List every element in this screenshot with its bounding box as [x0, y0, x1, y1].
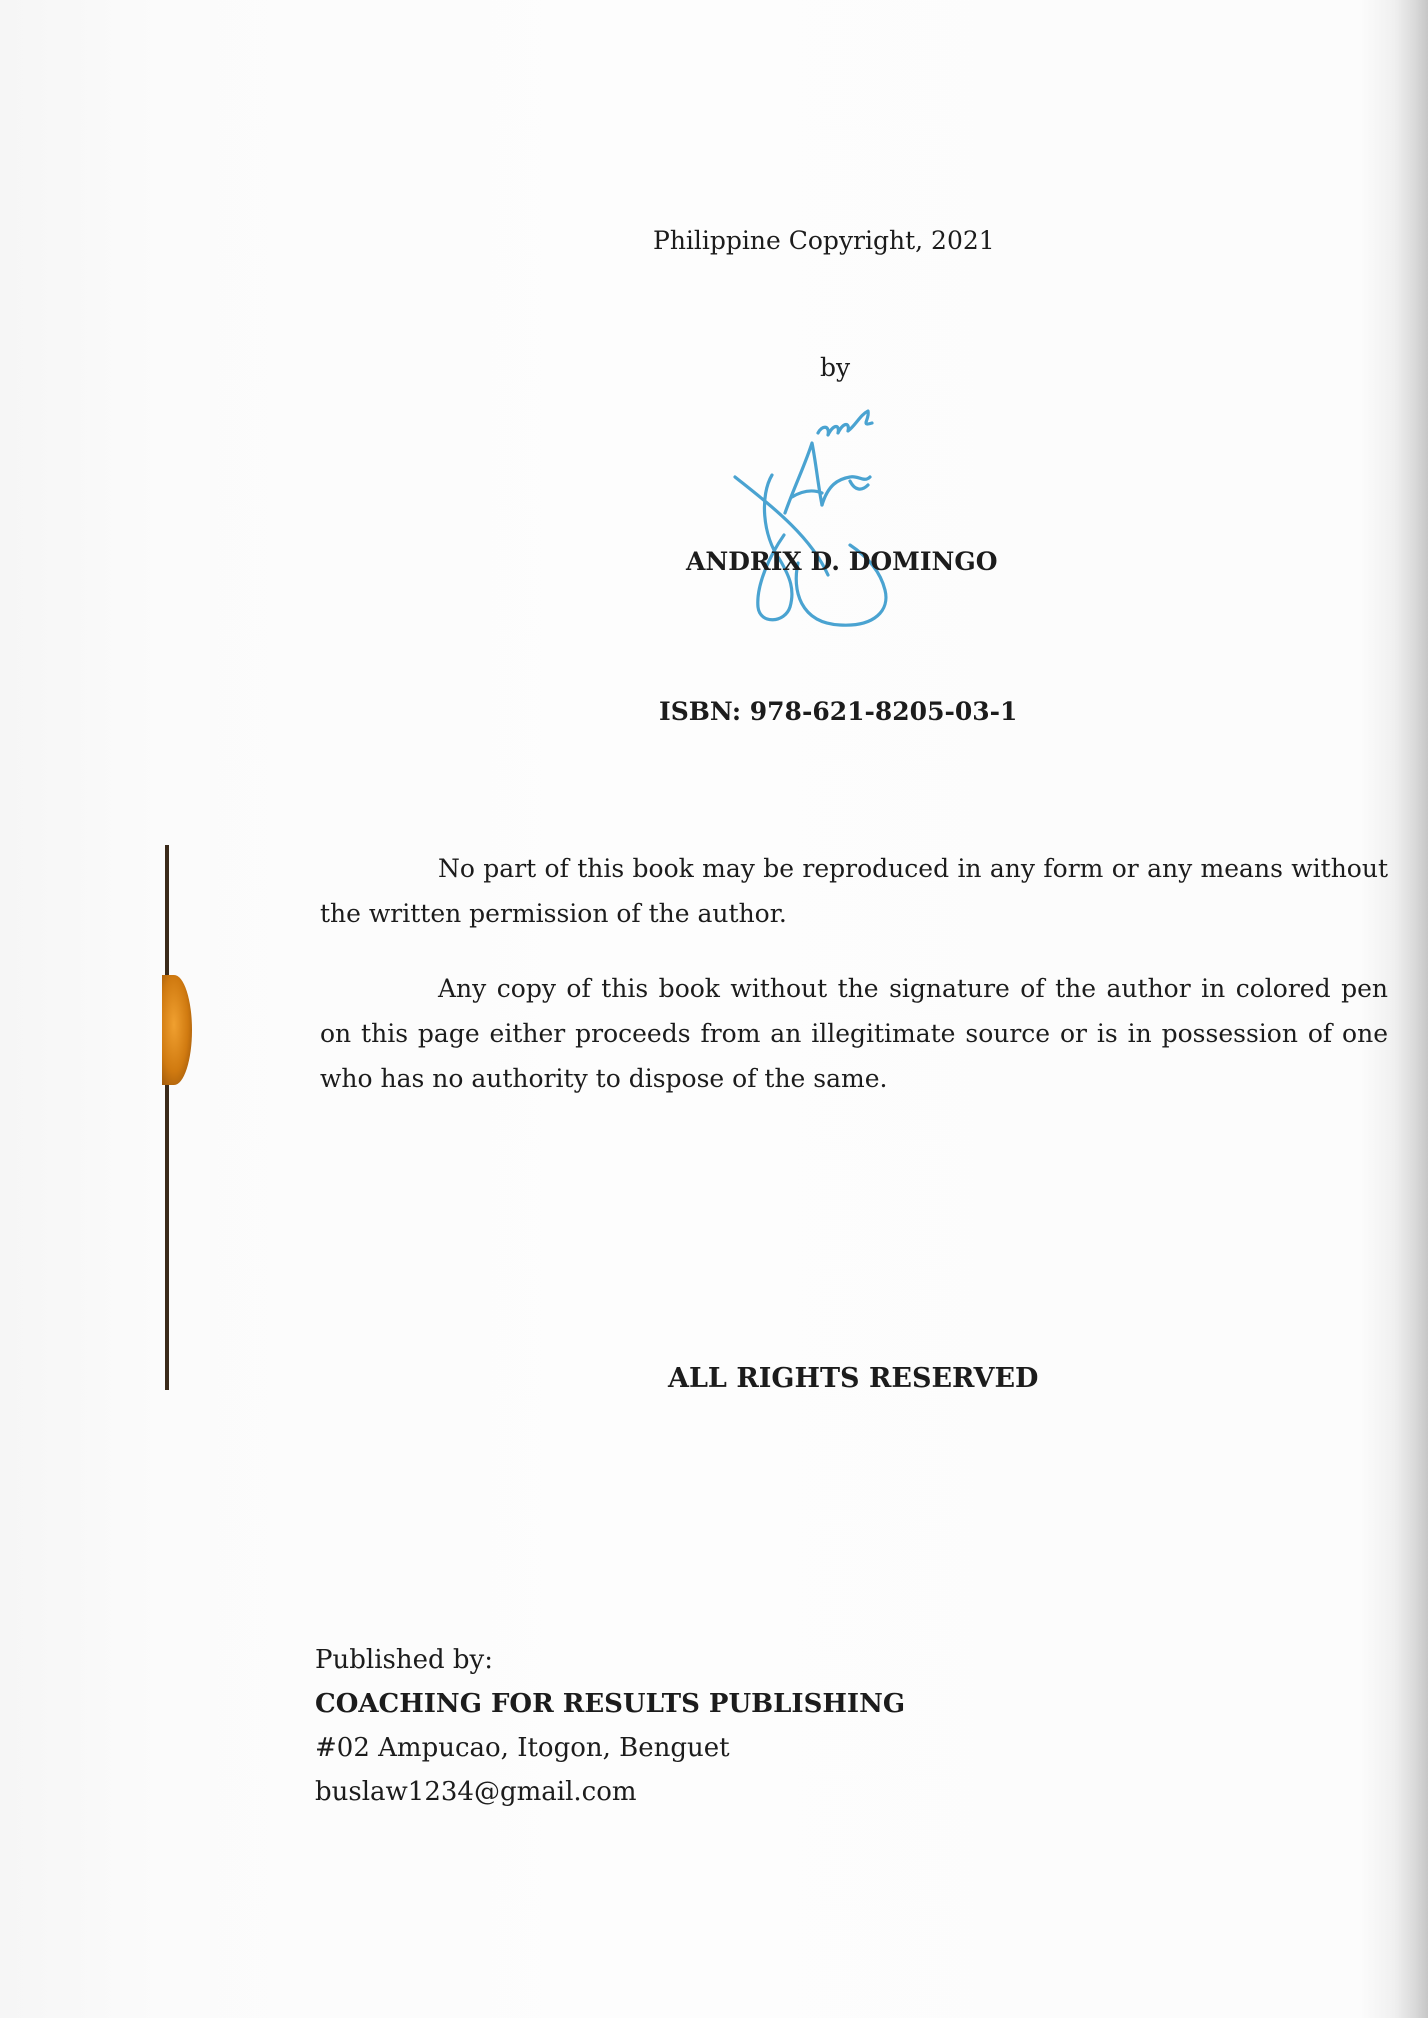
- page-edge-shadow: [165, 845, 169, 1390]
- publisher-address: #02 Ampucao, Itogon, Benguet: [315, 1733, 730, 1763]
- page-edge-stain: [162, 975, 192, 1085]
- page-right-shadow: [1394, 0, 1428, 2018]
- isbn: ISBN: 978-621-8205-03-1: [659, 697, 1018, 726]
- publisher-block: [315, 1638, 905, 1814]
- signature-notice: Any copy of this book without the signature of the author in colored pen on this page either proceeds from an illegitimate source or is in possession of one who has no authority to dispose of the same.: [320, 974, 1388, 1093]
- author-name: ANDRIX D. DOMINGO: [686, 547, 998, 576]
- publisher-name: COACHING FOR RESULTS PUBLISHING: [315, 1689, 906, 1719]
- author-signature: [700, 385, 920, 635]
- all-rights-reserved: ALL RIGHTS RESERVED: [668, 1363, 1039, 1394]
- reproduction-notice: No part of this book may be reproduced in any form or any means without the written permission of the author.: [320, 854, 1388, 928]
- publisher-email: buslaw1234@gmail.com: [315, 1777, 637, 1807]
- copyright-line: Philippine Copyright, 2021: [653, 226, 995, 255]
- publisher-label: Published by:: [315, 1645, 493, 1675]
- by-line: by: [820, 353, 851, 382]
